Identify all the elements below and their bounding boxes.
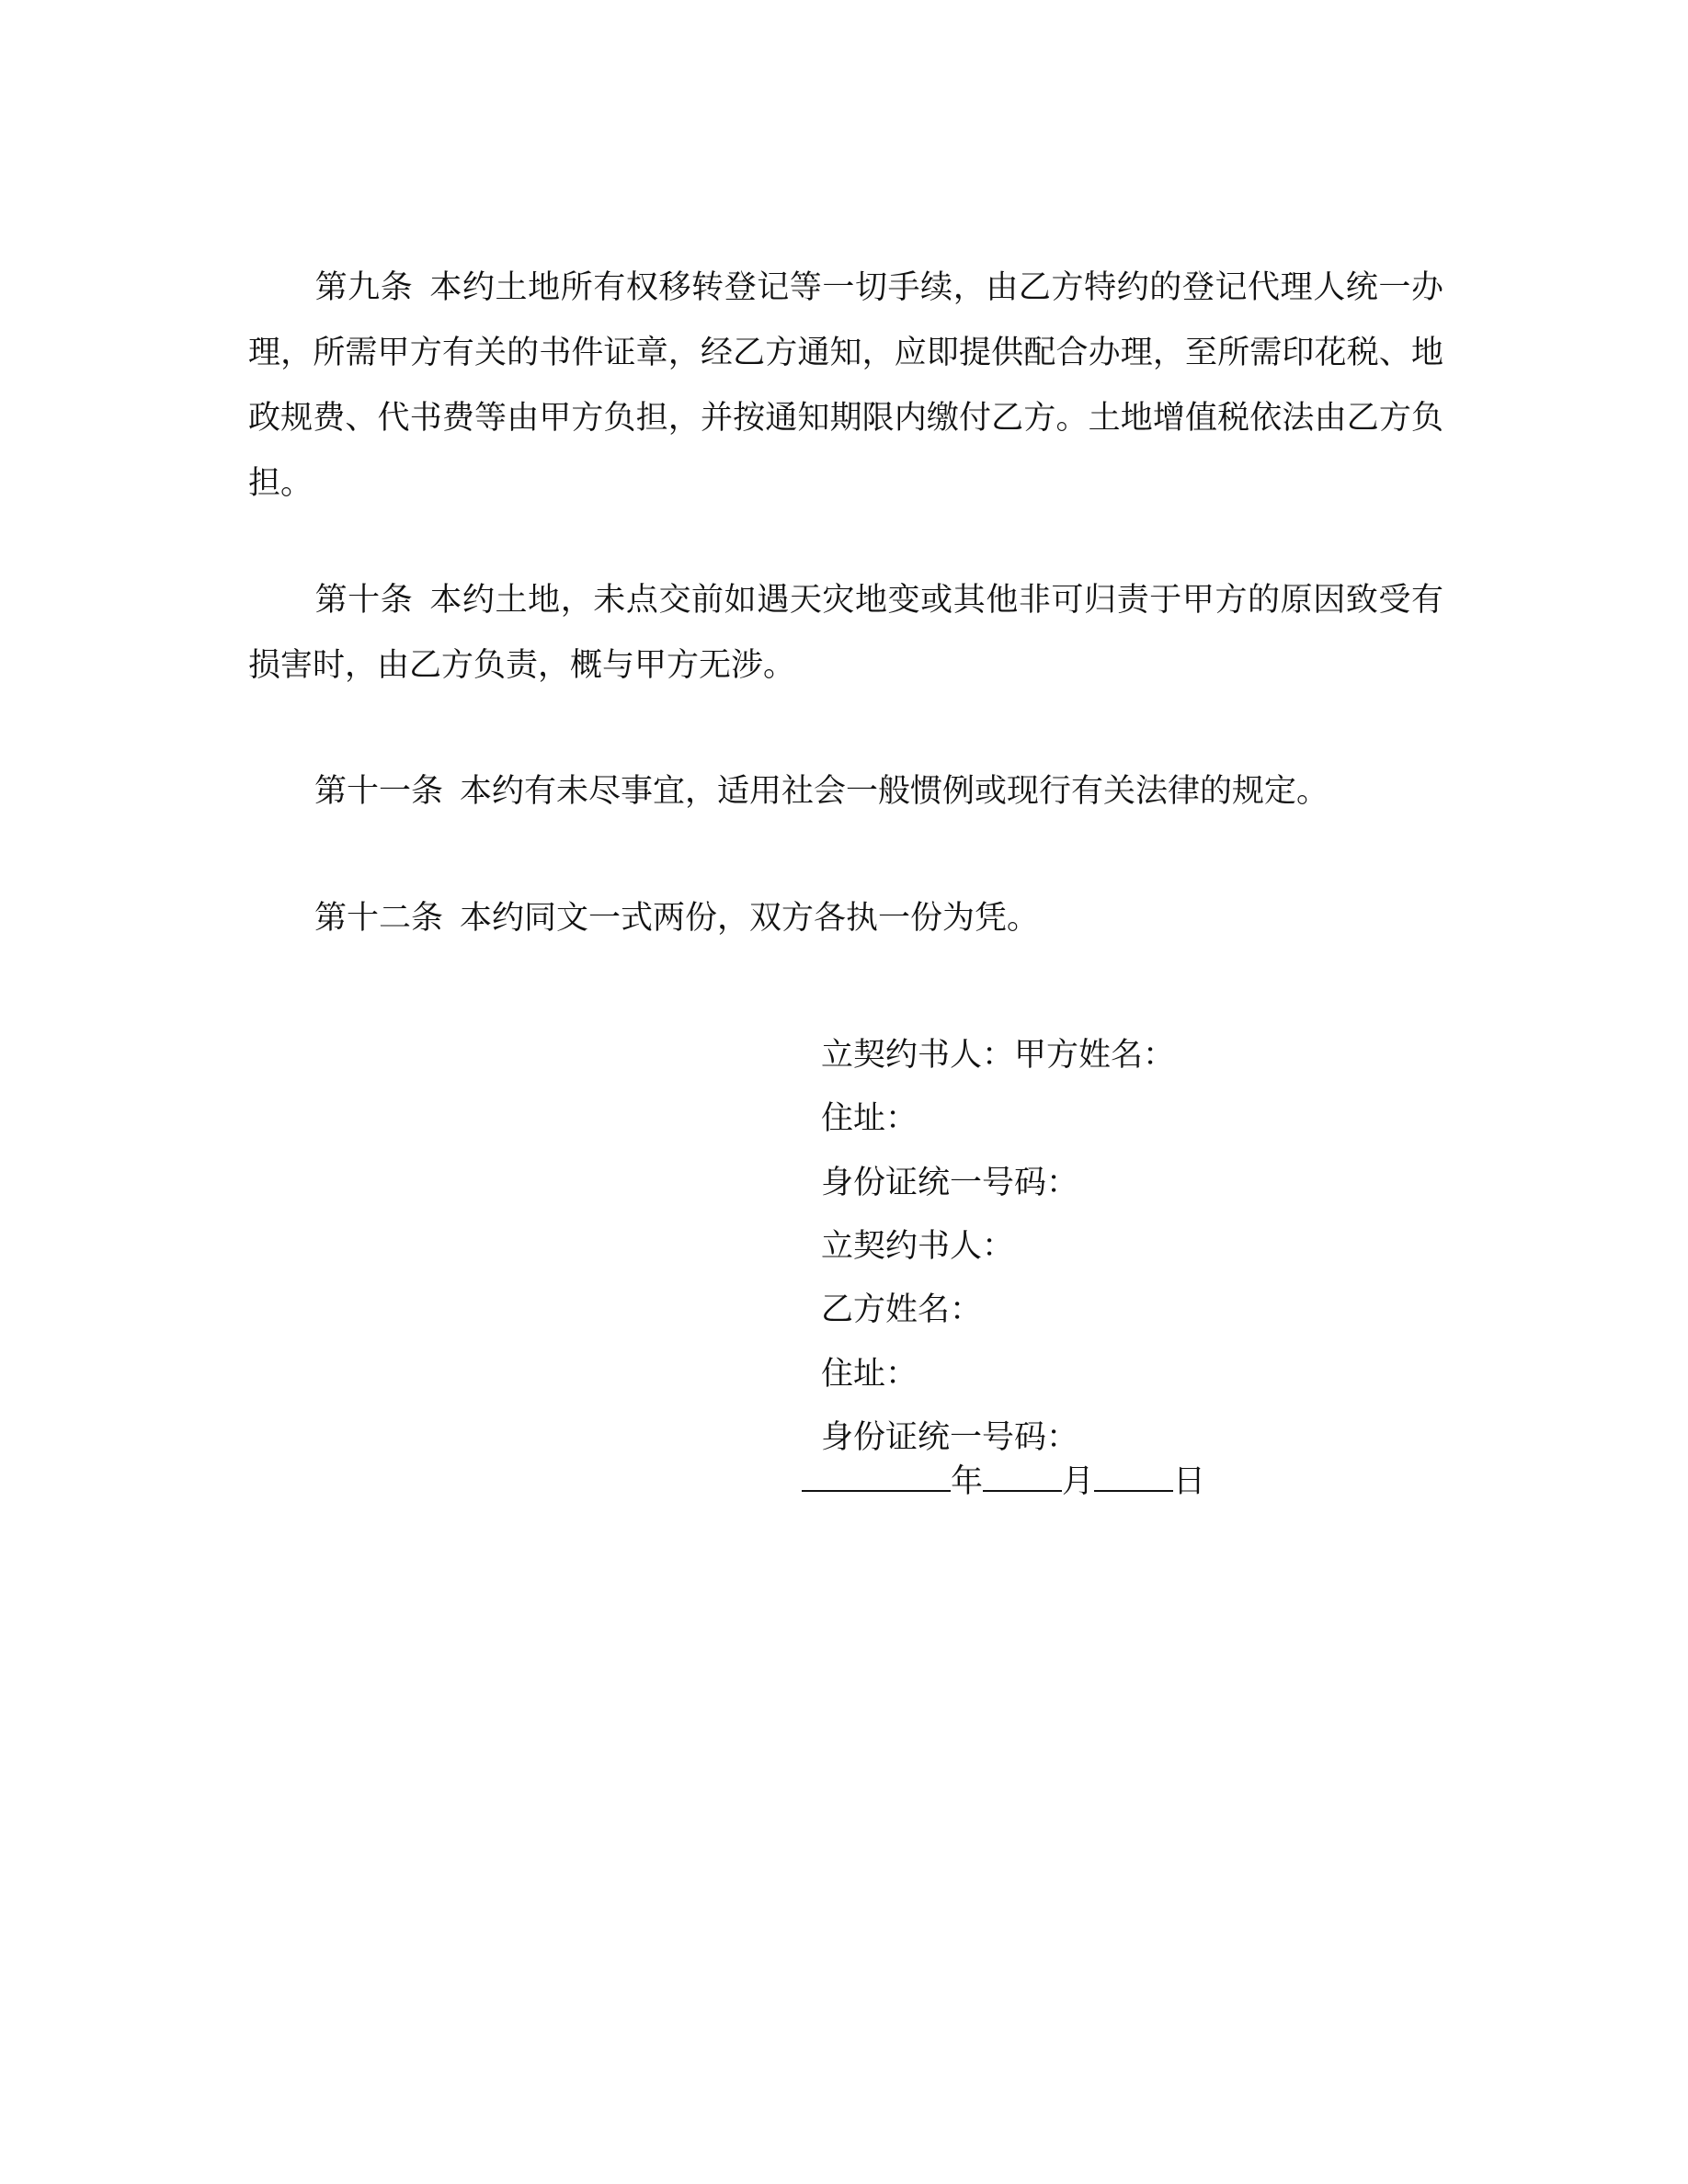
clause-11-label: 第十一条 bbox=[314, 773, 444, 810]
month-blank bbox=[983, 1462, 1062, 1492]
clause-12-label: 第十二条 bbox=[314, 900, 444, 937]
clause-10-label: 第十条 bbox=[314, 582, 414, 619]
clause-11 bbox=[248, 759, 1443, 825]
signature-party-a-address: 住址： bbox=[821, 1100, 918, 1137]
signature-party-a-name: 立契约书人：甲方姓名： bbox=[821, 1037, 1176, 1074]
day-label: 日 bbox=[1173, 1463, 1206, 1500]
clause-10 bbox=[248, 568, 1443, 699]
clause-12 bbox=[248, 886, 1443, 951]
signature-party-b-name: 乙方姓名： bbox=[821, 1291, 983, 1328]
clause-10-text: 本约土地，未点交前如遇天灾地变或其他非可归责于甲方的原因致受有损害时，由乙方负责，概与甲方无涉。 bbox=[248, 582, 1443, 684]
clause-9 bbox=[248, 256, 1443, 517]
date-line bbox=[802, 1456, 1205, 1502]
month-label: 月 bbox=[1062, 1463, 1095, 1500]
signature-party-b-address: 住址： bbox=[821, 1356, 918, 1393]
clause-11-text: 本约有未尽事宜，适用社会一般惯例或现行有关法律的规定。 bbox=[460, 773, 1329, 810]
year-blank bbox=[802, 1462, 951, 1492]
signature-party-b-id: 身份证统一号码： bbox=[821, 1419, 1079, 1456]
signature-party-a-id: 身份证统一号码： bbox=[821, 1165, 1079, 1201]
signature-signer: 立契约书人： bbox=[821, 1228, 1015, 1265]
clause-9-text: 本约土地所有权移转登记等一切手续，由乙方特约的登记代理人统一办理，所需甲方有关的书件证章，经乙方通知，应即提供配合办理，至所需印花税、地政规费、代书费等由甲方负担，并按通知期限内缴付乙方。土地增值税依法由乙方负担。 bbox=[248, 269, 1443, 502]
year-label: 年 bbox=[951, 1463, 984, 1500]
day-blank bbox=[1094, 1462, 1173, 1492]
clause-9-label: 第九条 bbox=[314, 269, 414, 306]
clause-12-text: 本约同文一式两份，双方各执一份为凭。 bbox=[460, 900, 1040, 937]
